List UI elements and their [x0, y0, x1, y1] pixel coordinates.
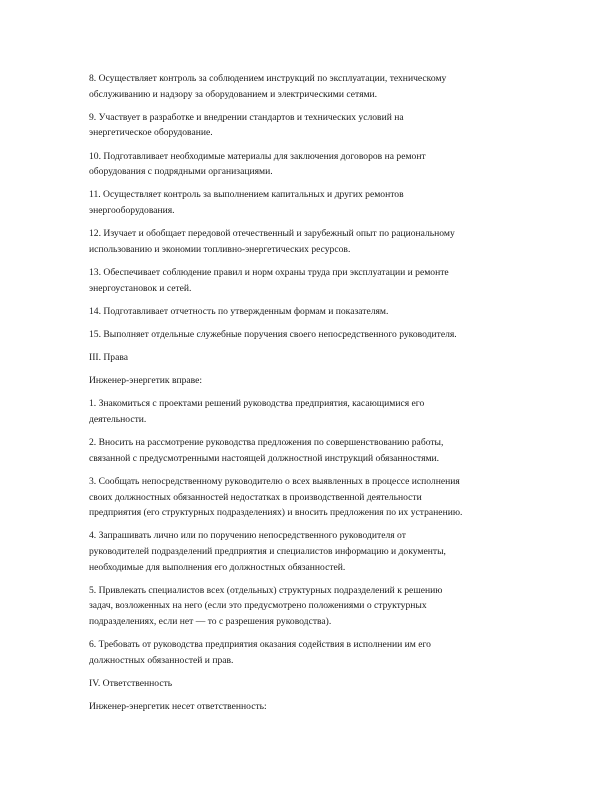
text-line: руководителей подразделений предприятия и специалистов информацию и документы,: [89, 545, 446, 557]
section-heading-responsibility: [89, 676, 529, 692]
duty-8: [89, 71, 529, 102]
rights-intro: [89, 373, 529, 389]
text-line: необходимые для выполнения его должностных обязанностей.: [89, 561, 346, 573]
text-line: оборудования с подрядными организациями.: [89, 166, 273, 178]
text-line: деятельности.: [89, 414, 147, 426]
text-line: энергоустановок и сетей.: [89, 282, 192, 294]
text-line: 15. Выполняет отдельные служебные поручения своего непосредственного руководителя.: [89, 328, 457, 340]
text-line: 10. Подготавливает необходимые материалы для заключения договоров на ремонт: [89, 150, 426, 162]
duty-10: [89, 149, 529, 180]
document-page: [89, 71, 529, 722]
text-line: подразделениях, если нет — то с разрешения руководства).: [89, 615, 332, 627]
duty-15: [89, 327, 529, 343]
right-4: [89, 528, 529, 575]
text-line: 11. Осуществляет контроль за выполнением капитальных и других ремонтов: [89, 189, 404, 201]
duty-13: [89, 265, 529, 296]
text-line: обслуживанию и надзору за оборудованием и электрическими сетями.: [89, 88, 378, 100]
heading-text: IV. Ответственность: [89, 677, 173, 689]
right-2: [89, 435, 529, 466]
text-line: 5. Привлекать специалистов всех (отдельных) структурных подразделений к решению: [89, 584, 443, 596]
duty-11: [89, 187, 529, 218]
right-6: [89, 637, 529, 668]
text-line: 4. Запрашивать лично или по поручению непосредственного руководителя от: [89, 530, 406, 542]
text-line: задач, возложенных на него (если это предусмотрено положениями о структурных: [89, 600, 427, 612]
duty-14: [89, 304, 529, 320]
right-1: [89, 396, 529, 427]
text-line: предприятия (его структурных подразделениях) и вносить предложения по их устранению.: [89, 507, 463, 519]
text-line: 1. Знакомиться с проектами решений руководства предприятия, касающимися его: [89, 398, 425, 410]
text-line: 13. Обеспечивает соблюдение правил и норм охраны труда при эксплуатации и ремонте: [89, 266, 449, 278]
right-5: [89, 583, 529, 630]
text-line: 14. Подготавливает отчетность по утвержденным формам и показателям.: [89, 305, 389, 317]
text-line: энергетическое оборудование.: [89, 127, 213, 139]
text-line: 8. Осуществляет контроль за соблюдением инструкций по эксплуатации, техническому: [89, 73, 447, 84]
text-line: 12. Изучает и обобщает передовой отечественный и зарубежный опыт по рациональному: [89, 228, 455, 240]
text-line: энергооборудования.: [89, 204, 175, 216]
heading-text: III. Права: [89, 352, 129, 364]
text-line: использованию и экономии топливно-энергетических ресурсов.: [89, 243, 351, 255]
right-3: [89, 474, 529, 521]
text-line: своих должностных обязанностей недостатках в производственной деятельности: [89, 491, 422, 503]
text-line: 9. Участвует в разработке и внедрении стандартов и технических условий на: [89, 111, 404, 123]
duty-9: [89, 110, 529, 141]
duty-12: [89, 226, 529, 257]
responsibility-intro: [89, 699, 529, 715]
text-line: 6. Требовать от руководства предприятия оказания содействия в исполнении им его: [89, 639, 431, 651]
text-line: 2. Вносить на рассмотрение руководства предложения по совершенствованию работы,: [89, 437, 444, 449]
section-heading-rights: [89, 350, 529, 366]
text-line: должностных обязанностей и прав.: [89, 654, 234, 666]
text-line: Инженер-энергетик несет ответственность:: [89, 701, 267, 713]
text-line: связанной с предусмотренными настоящей должностной инструкций обязанностями.: [89, 452, 440, 464]
text-line: 3. Сообщать непосредственному руководителю о всех выявленных в процессе исполнения: [89, 476, 460, 487]
text-line: Инженер-энергетик вправе:: [89, 375, 203, 387]
